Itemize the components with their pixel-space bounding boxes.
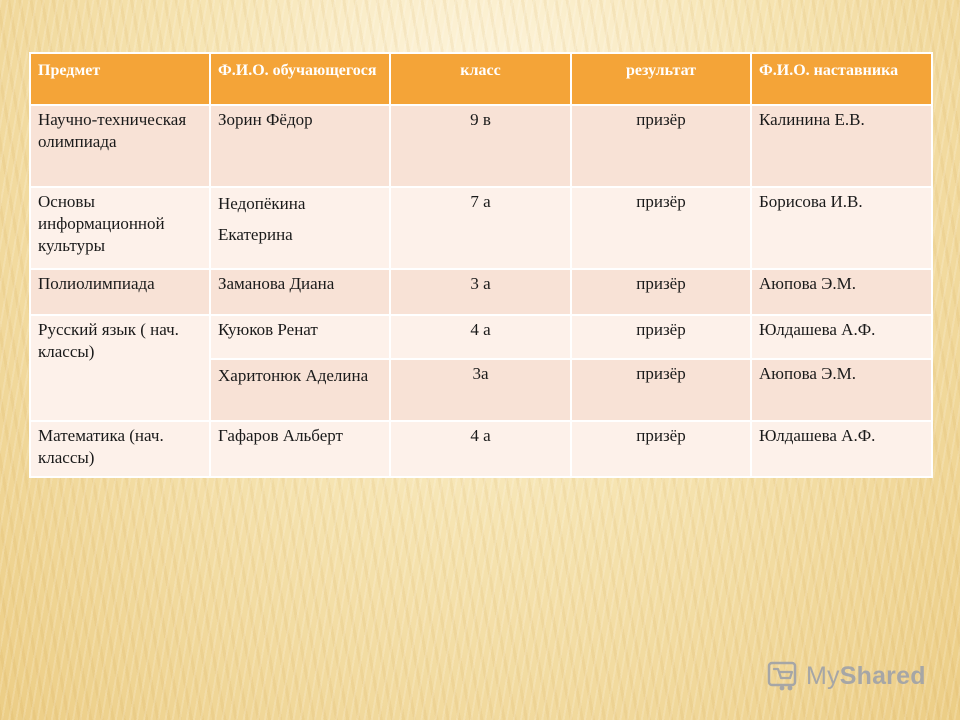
cell-student: Заманова Диана xyxy=(210,269,390,315)
header-mentor: Ф.И.О. наставника xyxy=(751,53,932,105)
cell-subject: Полиолимпиада xyxy=(30,269,210,315)
watermark-text-bold: Shared xyxy=(839,661,926,690)
cell-mentor: Юлдашева А.Ф. xyxy=(751,315,932,359)
cell-mentor: Калинина Е.В. xyxy=(751,105,932,187)
cell-result: призёр xyxy=(571,421,751,477)
cell-result: призёр xyxy=(571,359,751,421)
table-row xyxy=(30,421,932,477)
cell-student: Гафаров Альберт xyxy=(210,421,390,477)
cell-grade: 3а xyxy=(390,359,571,421)
watermark-text xyxy=(806,662,926,691)
table-row xyxy=(30,105,932,187)
cell-mentor: Аюпова Э.М. xyxy=(751,269,932,315)
header-grade: класс xyxy=(390,53,571,105)
cell-subject: Математика (нач. классы) xyxy=(30,421,210,477)
cell-mentor: Аюпова Э.М. xyxy=(751,359,932,421)
olympiad-results-table xyxy=(29,52,933,478)
table-row xyxy=(30,269,932,315)
cell-student: Зорин Фёдор xyxy=(210,105,390,187)
cell-result: призёр xyxy=(571,105,751,187)
cell-mentor: Юлдашева А.Ф. xyxy=(751,421,932,477)
cell-result: призёр xyxy=(571,187,751,269)
cell-subject: Основы информационной культуры xyxy=(30,187,210,269)
watermark-text-light: My xyxy=(806,661,840,690)
cell-mentor: Борисова И.В. xyxy=(751,187,932,269)
cell-grade: 9 в xyxy=(390,105,571,187)
header-subject: Предмет xyxy=(30,53,210,105)
cell-subject: Научно-техническая олимпиада xyxy=(30,105,210,187)
header-student: Ф.И.О. обучающегося xyxy=(210,53,390,105)
cell-student: Куюков Ренат xyxy=(210,315,390,359)
table-header-row xyxy=(30,53,932,105)
cell-result: призёр xyxy=(571,269,751,315)
cell-student: Харитонюк Аделина xyxy=(210,359,390,421)
cell-grade: 3 а xyxy=(390,269,571,315)
myshared-watermark xyxy=(766,656,926,696)
table-row xyxy=(30,187,932,269)
cell-subject: Русский язык ( нач. классы) xyxy=(30,315,210,421)
cell-grade: 4 а xyxy=(390,315,571,359)
header-result: результат xyxy=(571,53,751,105)
shopping-cart-icon xyxy=(766,659,800,693)
cell-grade: 4 а xyxy=(390,421,571,477)
table-row xyxy=(30,315,932,359)
cell-student: Недопёкина Екатерина xyxy=(210,187,390,269)
cell-result: призёр xyxy=(571,315,751,359)
cell-grade: 7 а xyxy=(390,187,571,269)
